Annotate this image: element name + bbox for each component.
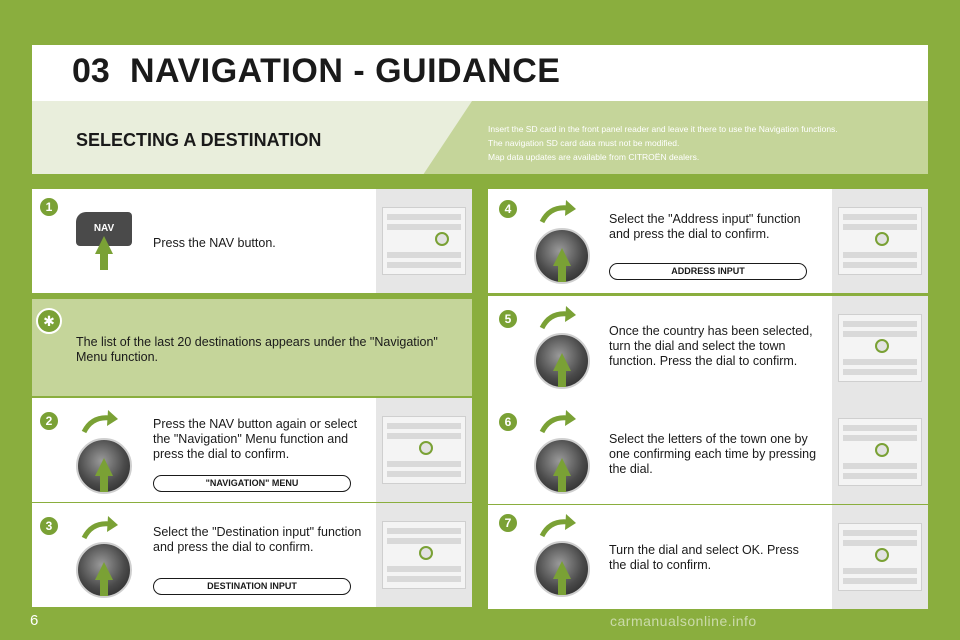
menu-label-pill: "NAVIGATION" MENU [153, 475, 351, 492]
turn-arrow-icon [538, 306, 578, 332]
nav-button-icon: NAV [76, 212, 132, 246]
section-title: SELECTING A DESTINATION [76, 130, 322, 150]
step-text-4: Select the "Address input" function and press the dial to confirm. [609, 212, 801, 241]
press-arrow-stem [558, 264, 566, 282]
step-text-6: Select the letters of the town one by one confirming each time by pressing the dial. [609, 432, 817, 476]
press-arrow-stem [100, 578, 108, 596]
intro-line: Map data updates are available from CITROËN dealers. [488, 152, 700, 162]
chapter-title: NAVIGATION - GUIDANCE [130, 52, 561, 90]
radio-panel-icon [838, 523, 922, 591]
intro-line: The navigation SD card data must not be modified. [488, 138, 680, 148]
step-badge-7: 7 [497, 512, 519, 534]
radio-panel-icon [382, 521, 466, 589]
radio-panel-icon [382, 207, 466, 275]
press-arrow-icon [95, 236, 113, 254]
bulb-icon: ✱ [36, 308, 62, 334]
radio-thumbnail [376, 398, 472, 502]
radio-thumbnail [832, 400, 928, 504]
press-arrow-stem [100, 474, 108, 492]
page-number: 6 [30, 612, 39, 629]
radio-thumbnail [376, 189, 472, 293]
press-arrow-stem [558, 369, 566, 387]
step-badge-6: 6 [497, 411, 519, 433]
intro-notes [488, 122, 918, 164]
press-arrow-stem [558, 474, 566, 492]
intro-line: Insert the SD card in the front panel reader and leave it there to use the Navigation functions. [488, 124, 838, 134]
step-text-1: Press the NAV button. [153, 236, 276, 250]
radio-panel-icon [838, 314, 922, 382]
press-arrow-stem [558, 577, 566, 595]
radio-thumbnail [832, 505, 928, 609]
turn-arrow-icon [538, 410, 578, 436]
step-badge-1: 1 [38, 196, 60, 218]
press-arrow-stem [100, 252, 108, 270]
info-text: The list of the last 20 destinations appears under the "Navigation" Menu function. [76, 335, 438, 364]
turn-arrow-icon [538, 200, 578, 226]
turn-arrow-icon [80, 516, 120, 542]
radio-panel-icon [382, 416, 466, 484]
step-text-3: Select the "Destination input" function and press the dial to confirm. [153, 525, 362, 554]
menu-label-pill: ADDRESS INPUT [609, 263, 807, 280]
step-badge-5: 5 [497, 308, 519, 330]
radio-thumbnail [832, 189, 928, 293]
turn-arrow-icon [538, 514, 578, 540]
turn-arrow-icon [80, 410, 120, 436]
menu-label-pill: DESTINATION INPUT [153, 578, 351, 595]
radio-panel-icon [838, 207, 922, 275]
radio-thumbnail [376, 503, 472, 607]
watermark: carmanualsonline.info [610, 613, 757, 629]
step-text-2: Press the NAV button again or select the "Navigation" Menu function and press the dial to confirm. [153, 417, 358, 461]
radio-panel-icon [838, 418, 922, 486]
chapter-number: 03 [72, 52, 110, 90]
step-badge-4: 4 [497, 198, 519, 220]
step-badge-3: 3 [38, 515, 60, 537]
step-text-5: Once the country has been selected, turn the dial and select the town function. Press the dial to confirm. [609, 324, 813, 368]
radio-thumbnail [832, 296, 928, 400]
step-text-7: Turn the dial and select OK. Press the dial to confirm. [609, 543, 799, 572]
step-badge-2: 2 [38, 410, 60, 432]
